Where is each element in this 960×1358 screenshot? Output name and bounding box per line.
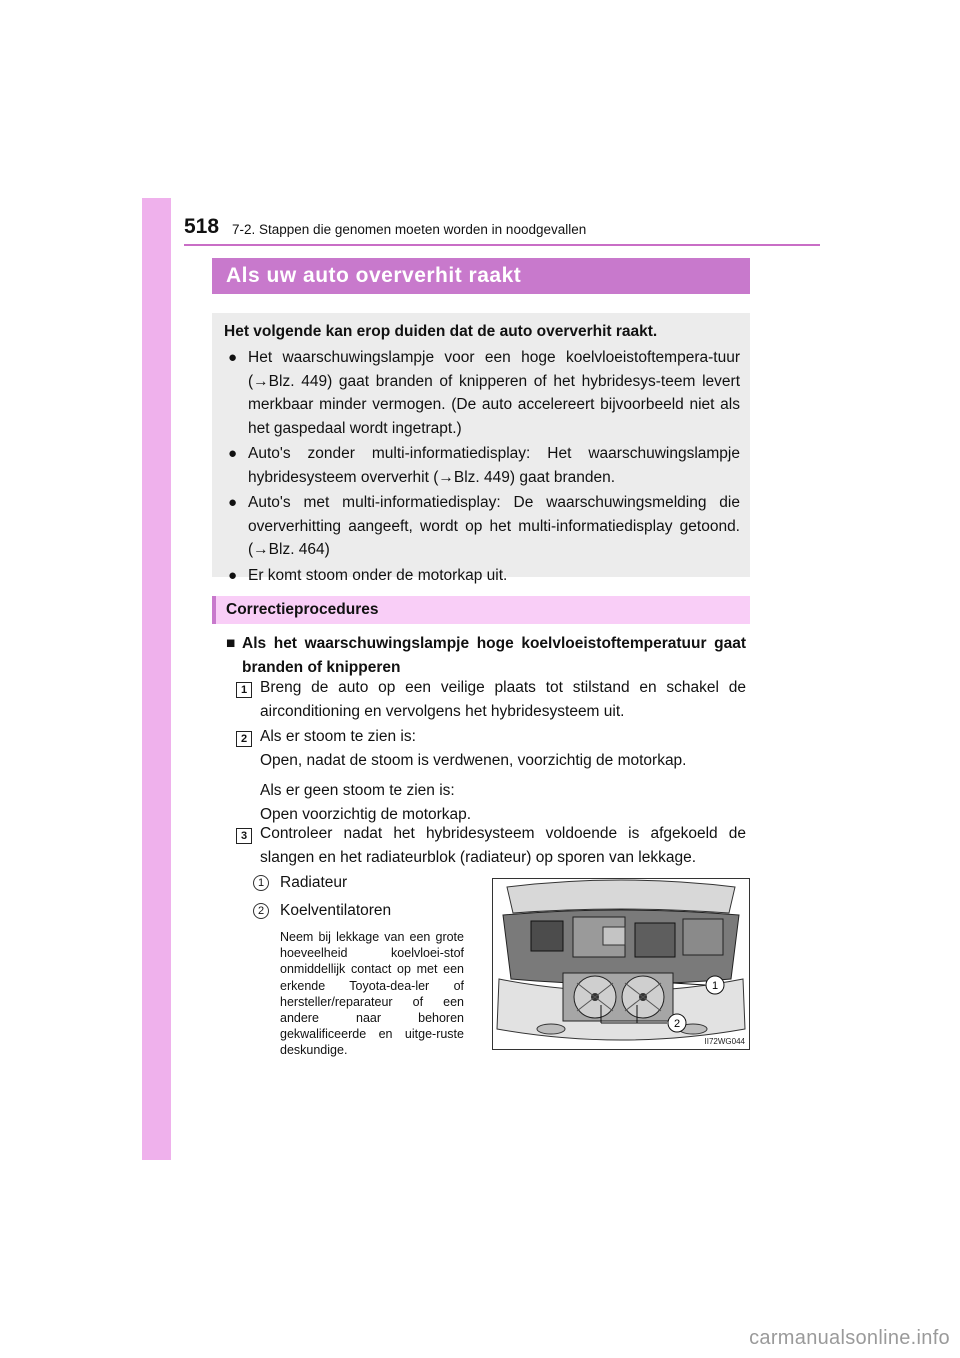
engine-bay-illustration bbox=[493, 879, 749, 1049]
bullet-text: Het waarschuwingslampje voor een hoge koelvloeistoftempera-tuur (→Blz. 449) gaat branden of knipperen of het hybridesys-teem levert merkbaar minder vermogen. (De auto accelereert bijvoorbeeld niet als het gaspedaal wordt ingetrapt.) bbox=[248, 349, 740, 437]
page-number: 518 bbox=[184, 215, 220, 238]
bullet-icon: ● bbox=[228, 494, 238, 511]
engine-bay-figure bbox=[492, 878, 750, 1050]
figure-code: II72WG044 bbox=[704, 1037, 745, 1046]
header-divider bbox=[184, 244, 820, 246]
callout-label-radiateur: Radiateur bbox=[280, 874, 348, 891]
section-title: Als uw auto oververhit raakt bbox=[212, 258, 750, 294]
bullet-icon: ● bbox=[228, 566, 238, 584]
chapter-tab-sidebar bbox=[142, 198, 171, 1160]
bullet-icon: ● bbox=[228, 445, 238, 462]
list-item bbox=[224, 346, 740, 440]
subsection-text: Als het waarschuwingslampje hoge koelvloeistoftemperatuur gaat branden of knipperen bbox=[242, 635, 746, 676]
bullet-text: Auto's met multi-informatiedisplay: De waarschuwingsmelding die oververhitting aangeeft, wordt op het multi-informatiedisplay getoond. (→Blz. 464) bbox=[248, 494, 740, 558]
step-3-text: Controleer nadat het hybridesysteem voldoende is afgekoeld de slangen en het radiateurblok (radiateur) op sporen van lekkage. bbox=[260, 825, 746, 866]
list-item bbox=[224, 491, 740, 562]
leak-note: Neem bij lekkage van een grote hoeveelheid koelvloei-stof onmiddellijk contact op met een erkende Toyota-dea-ler of hersteller/reparateur of een andere naar behoren gekwalificeerde en uitge-ruste deskundige. bbox=[280, 930, 464, 1058]
step-2-line: Als er geen stoom te zien is: bbox=[260, 782, 455, 799]
step-2-line: Open voorzichtig de motorkap. bbox=[260, 806, 472, 823]
watermark-text: carmanualsonline.info bbox=[749, 1327, 950, 1349]
square-bullet-icon: ■ bbox=[226, 635, 236, 652]
callout-number-2: 2 bbox=[253, 903, 269, 919]
warning-box bbox=[212, 313, 750, 584]
bullet-text: Er komt stoom onder de motorkap uit. bbox=[248, 566, 508, 584]
list-item bbox=[224, 564, 740, 588]
step-2-text bbox=[260, 725, 746, 827]
chapter-header: 7-2. Stappen die genomen moeten worden in noodgevallen bbox=[232, 222, 587, 237]
procedures-header: Correctieprocedures bbox=[212, 596, 750, 624]
figure-callout-2: 2 bbox=[673, 1018, 681, 1030]
list-item bbox=[224, 442, 740, 489]
step-badge-3: 3 bbox=[236, 828, 252, 844]
callout-label-koelventilatoren: Koelventilatoren bbox=[280, 902, 392, 919]
step-badge-2: 2 bbox=[236, 731, 252, 747]
step-badge-1: 1 bbox=[236, 682, 252, 698]
step-2-line: Open, nadat de stoom is verdwenen, voorzichtig de motorkap. bbox=[260, 752, 687, 769]
figure-callout-1: 1 bbox=[711, 980, 719, 992]
step-2-line: Als er stoom te zien is: bbox=[260, 728, 416, 745]
bullet-text: Auto's zonder multi-informatiedisplay: Het waarschuwingslampje hybridesysteem oververhit (→Blz. 449) gaat branden. bbox=[248, 445, 740, 486]
bullet-icon: ● bbox=[228, 349, 238, 366]
subsection-heading bbox=[226, 632, 746, 680]
warning-intro: Het volgende kan erop duiden dat de auto oververhit raakt. bbox=[224, 323, 658, 340]
step-1-text: Breng de auto op een veilige plaats tot stilstand en schakel de airconditioning en vervolgens het hybridesysteem uit. bbox=[260, 679, 746, 720]
callout-number-1: 1 bbox=[253, 875, 269, 891]
